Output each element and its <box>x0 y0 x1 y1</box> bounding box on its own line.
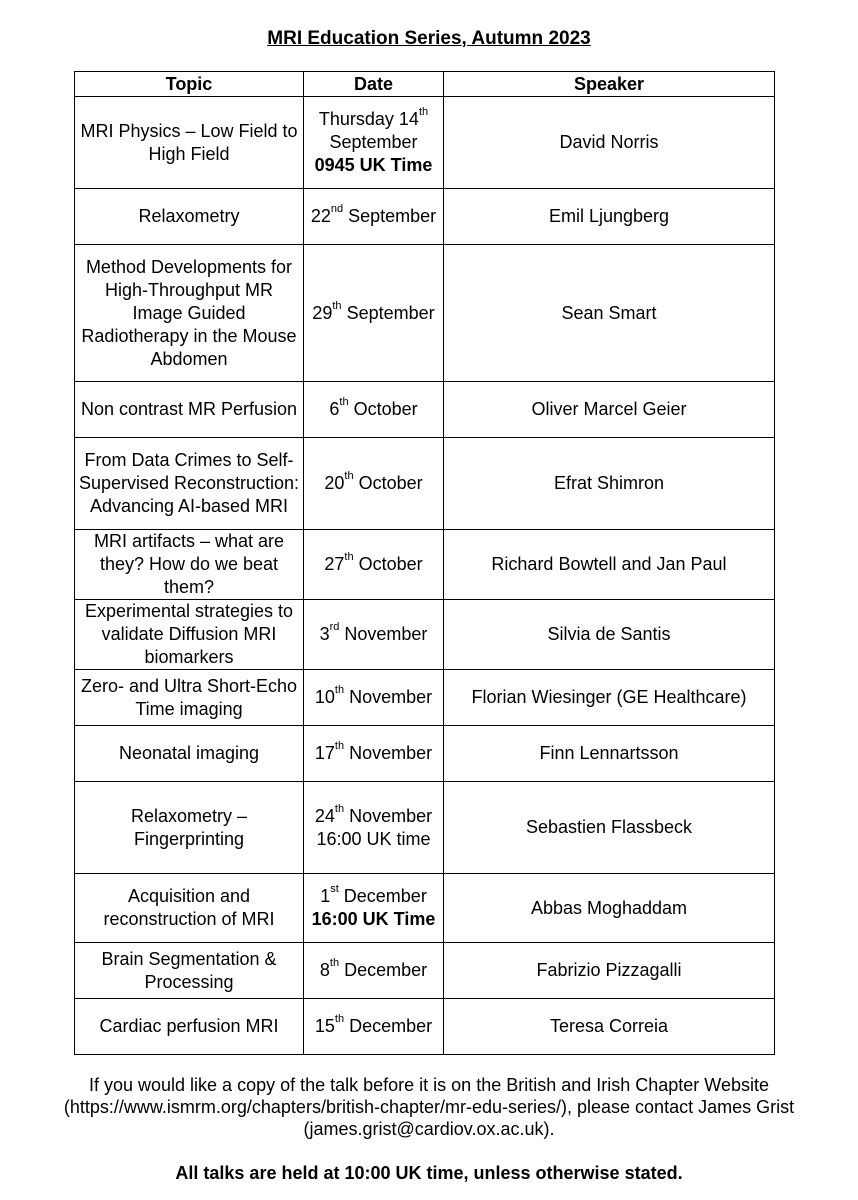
table-row <box>75 438 775 530</box>
table-row <box>75 670 775 726</box>
speaker-cell: David Norris <box>444 97 775 189</box>
date-day: 3 <box>319 624 330 644</box>
date-month: October <box>358 473 423 493</box>
speaker-cell: Efrat Shimron <box>444 438 775 530</box>
topic-cell: Brain Segmentation & Processing <box>75 943 304 999</box>
topic-cell: Neonatal imaging <box>75 726 304 782</box>
date-day: 1 <box>320 886 331 906</box>
date-time-note: 0945 UK Time <box>314 155 433 175</box>
table-row <box>75 943 775 999</box>
date-month: December <box>344 960 428 980</box>
date-cell <box>304 382 444 438</box>
date-day: 22 <box>310 206 331 226</box>
date-ordinal-suffix: nd <box>330 203 344 215</box>
date-day: 29 <box>312 302 333 323</box>
footer-note: All talks are held at 10:00 UK time, unless otherwise stated. <box>175 1163 683 1183</box>
table-row <box>75 97 775 189</box>
footer-line-2: (https://www.ismrm.org/chapters/british-chapter/mr-edu-series/), please contact James Grist <box>63 1097 795 1117</box>
date-cell <box>304 97 444 189</box>
table-row <box>75 245 775 382</box>
date-cell <box>304 245 444 382</box>
date-month: September <box>348 206 437 226</box>
table-row <box>75 530 775 600</box>
topic-cell: Relaxometry – Fingerprinting <box>75 782 304 874</box>
date-cell <box>304 782 444 874</box>
date-ordinal-suffix: th <box>332 299 342 312</box>
table-row <box>75 999 775 1055</box>
topic-cell: From Data Crimes to Self-Supervised Reconstruction: Advancing AI-based MRI <box>75 438 304 530</box>
date-month: November 16:00 UK time <box>316 805 433 849</box>
date-month: November <box>344 624 428 644</box>
topic-cell: Experimental strategies to validate Diffusion MRI biomarkers <box>75 600 304 670</box>
header-speaker: Speaker <box>444 72 775 97</box>
date-ordinal-suffix: th <box>418 106 429 118</box>
speaker-cell: Fabrizio Pizzagalli <box>444 943 775 999</box>
header-date: Date <box>304 72 444 97</box>
date-cell <box>304 999 444 1055</box>
date-ordinal-suffix: th <box>329 957 340 969</box>
speaker-cell: Sebastien Flassbeck <box>444 782 775 874</box>
speaker-cell: Florian Wiesinger (GE Healthcare) <box>444 670 775 726</box>
schedule-table <box>74 71 775 1055</box>
footer <box>0 1074 858 1184</box>
speaker-cell: Silvia de Santis <box>444 600 775 670</box>
date-month: October <box>353 399 418 419</box>
date-day: 27 <box>324 554 345 574</box>
speaker-cell: Richard Bowtell and Jan Paul <box>444 530 775 600</box>
date-month: December <box>349 1016 433 1036</box>
date-cell <box>304 189 444 245</box>
date-ordinal-suffix: th <box>339 396 349 408</box>
date-ordinal-suffix: th <box>334 1013 345 1025</box>
speaker-cell: Oliver Marcel Geier <box>444 382 775 438</box>
speaker-cell: Emil Ljungberg <box>444 189 775 245</box>
date-day: 24 <box>314 805 335 826</box>
date-day: 17 <box>314 743 335 763</box>
date-month: October <box>358 554 423 574</box>
topic-cell: Relaxometry <box>75 189 304 245</box>
date-ordinal-suffix: th <box>334 802 345 815</box>
date-ordinal-suffix: th <box>344 551 354 563</box>
date-month: September <box>346 302 435 323</box>
table-header-row <box>75 72 775 97</box>
topic-cell: Non contrast MR Perfusion <box>75 382 304 438</box>
date-ordinal-suffix: st <box>330 883 339 895</box>
speaker-cell: Teresa Correia <box>444 999 775 1055</box>
topic-cell: MRI Physics – Low Field to High Field <box>75 97 304 189</box>
table-row <box>75 600 775 670</box>
table-row <box>75 874 775 943</box>
date-month: November <box>349 743 433 763</box>
header-topic: Topic <box>75 72 304 97</box>
date-month: September <box>329 132 418 152</box>
table-row <box>75 382 775 438</box>
date-cell <box>304 943 444 999</box>
date-cell <box>304 438 444 530</box>
date-ordinal-suffix: th <box>334 684 345 696</box>
date-cell <box>304 726 444 782</box>
date-day: 6 <box>329 399 340 419</box>
table-row <box>75 782 775 874</box>
date-cell <box>304 874 444 943</box>
date-ordinal-suffix: rd <box>329 621 340 633</box>
schedule-body <box>75 97 775 1055</box>
page-title: MRI Education Series, Autumn 2023 <box>267 28 591 49</box>
footer-line-3: (james.grist@cardiov.ox.ac.uk). <box>303 1119 555 1139</box>
topic-cell: Cardiac perfusion MRI <box>75 999 304 1055</box>
topic-cell: Zero- and Ultra Short-Echo Time imaging <box>75 670 304 726</box>
footer-line-1: If you would like a copy of the talk before it is on the British and Irish Chapter Website <box>88 1075 770 1095</box>
date-ordinal-suffix: th <box>334 740 345 752</box>
date-cell <box>304 600 444 670</box>
table-row <box>75 189 775 245</box>
date-cell <box>304 670 444 726</box>
date-ordinal-suffix: th <box>344 470 354 482</box>
speaker-cell: Abbas Moghaddam <box>444 874 775 943</box>
topic-cell: Method Developments for High-Throughput MR Image Guided Radiotherapy in the Mouse Abdomen <box>75 245 304 382</box>
date-cell <box>304 530 444 600</box>
topic-cell: Acquisition and reconstruction of MRI <box>75 874 304 943</box>
date-time-note: 16:00 UK Time <box>311 909 436 929</box>
date-day: 8 <box>319 960 330 980</box>
date-day: Thursday 14 <box>318 109 419 129</box>
speaker-cell: Sean Smart <box>444 245 775 382</box>
date-month: December <box>343 886 427 906</box>
date-month: November <box>349 687 433 707</box>
date-day: 20 <box>324 473 345 493</box>
topic-cell: MRI artifacts – what are they? How do we beat them? <box>75 530 304 600</box>
date-day: 10 <box>314 687 335 707</box>
date-day: 15 <box>314 1016 335 1036</box>
table-row <box>75 726 775 782</box>
speaker-cell: Finn Lennartsson <box>444 726 775 782</box>
